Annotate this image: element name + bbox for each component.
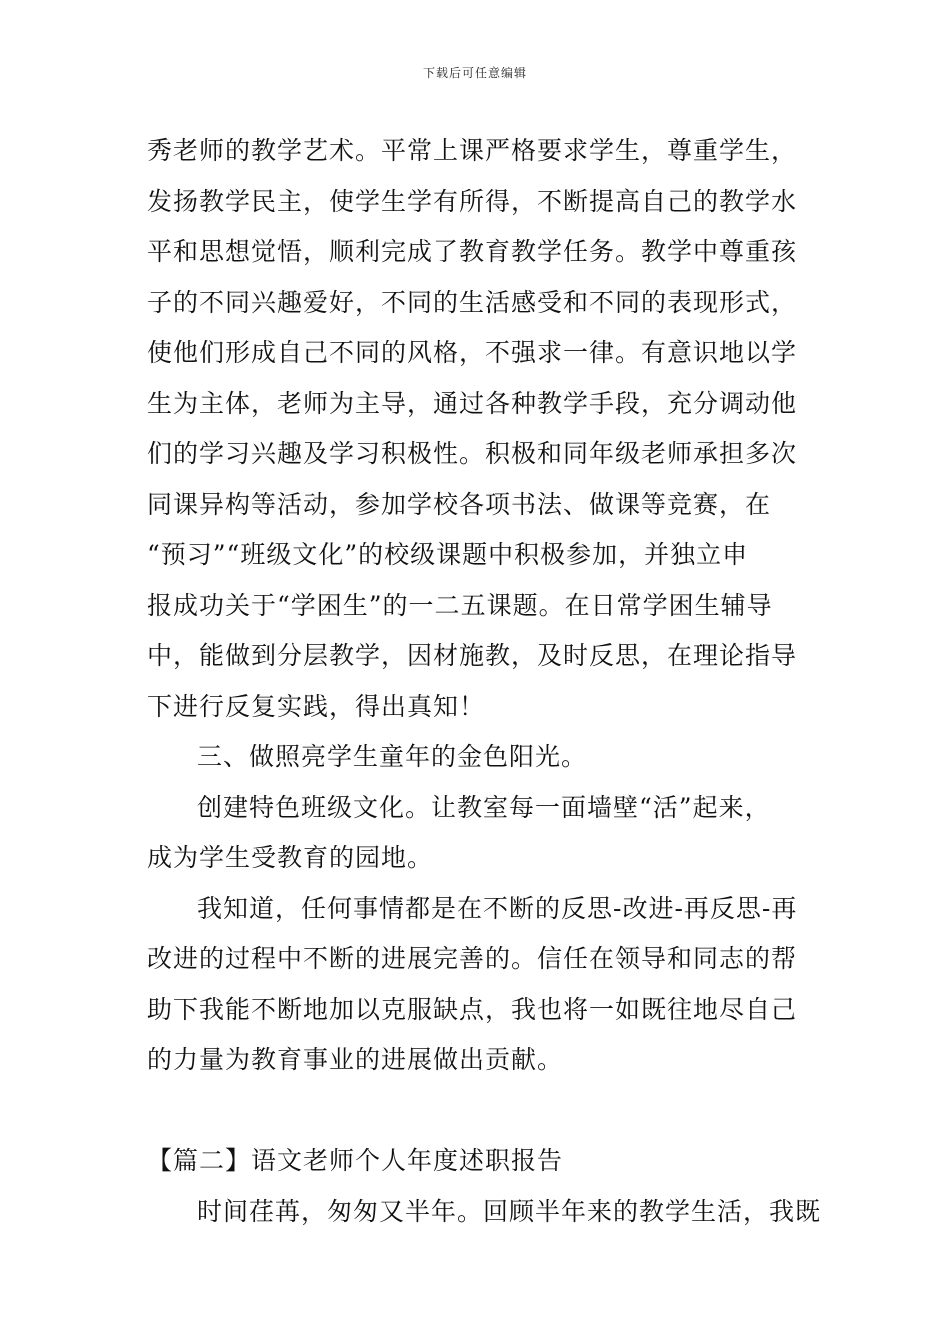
text-line: 同课异构等活动，参加学校各项书法、做课等竞赛，在 [147,489,772,519]
text-line: 助下我能不断地加以克服缺点，我也将一如既往地尽自己 [147,994,798,1024]
article-title: 【篇二】语文老师个人年度述职报告 [147,1146,564,1175]
paragraph-teaching-art [147,126,812,732]
text-line: 中，能做到分层教学，因材施教，及时反思，在理论指导 [147,641,798,670]
paragraph-spacer [147,1086,812,1137]
text-line: 发扬教学民主，使学生学有所得，不断提高自己的教学水 [147,186,798,216]
document-body [147,126,822,1237]
text-line: 秀老师的教学艺术。平常上课严格要求学生，尊重学生， [147,136,798,165]
text-line: “预习”“班级文化”的校级课题中积极参加，并独立申 [147,540,749,569]
text-line: 子的不同兴趣爱好，不同的生活感受和不同的表现形式， [147,287,798,317]
text-line: 们的学习兴趣及学习积极性。积极和同年级老师承担多次 [147,439,798,468]
text-line: 改进的过程中不断的进展完善的。信任在领导和同志的帮 [147,944,798,973]
text-line: 我知道，任何事情都是在不断的反思-改进-再反思-再 [197,893,798,923]
section-heading-3: 三、做照亮学生童年的金色阳光。 [197,742,588,771]
text-line: 报成功关于“学困生”的一二五课题。在日常学困生辅导 [147,590,773,620]
text-line: 平和思想觉悟，顺利完成了教育教学任务。教学中尊重孩 [147,237,798,266]
paragraph-reflection [147,884,812,1086]
text-line: 时间荏苒，匆匆又半年。回顾半年来的教学生活，我既 [197,1196,822,1226]
text-line: 创建特色班级文化。让教室每一面墙壁“活”起来， [197,792,771,822]
text-line: 成为学生受教育的园地。 [147,843,434,872]
text-line: 的力量为教育事业的进展做出贡献。 [147,1045,564,1074]
paragraph-class-culture [147,783,812,884]
text-line: 使他们形成自己不同的风格，不强求一律。有意识地以学 [147,338,798,367]
text-line: 下进行反复实践，得出真知！ [147,691,486,721]
page-header-note: 下载后可任意编辑 [422,66,527,80]
text-line: 生为主体，老师为主导，通过各种教学手段，充分调动他 [147,388,798,418]
paragraph-article2-intro [147,1187,822,1238]
